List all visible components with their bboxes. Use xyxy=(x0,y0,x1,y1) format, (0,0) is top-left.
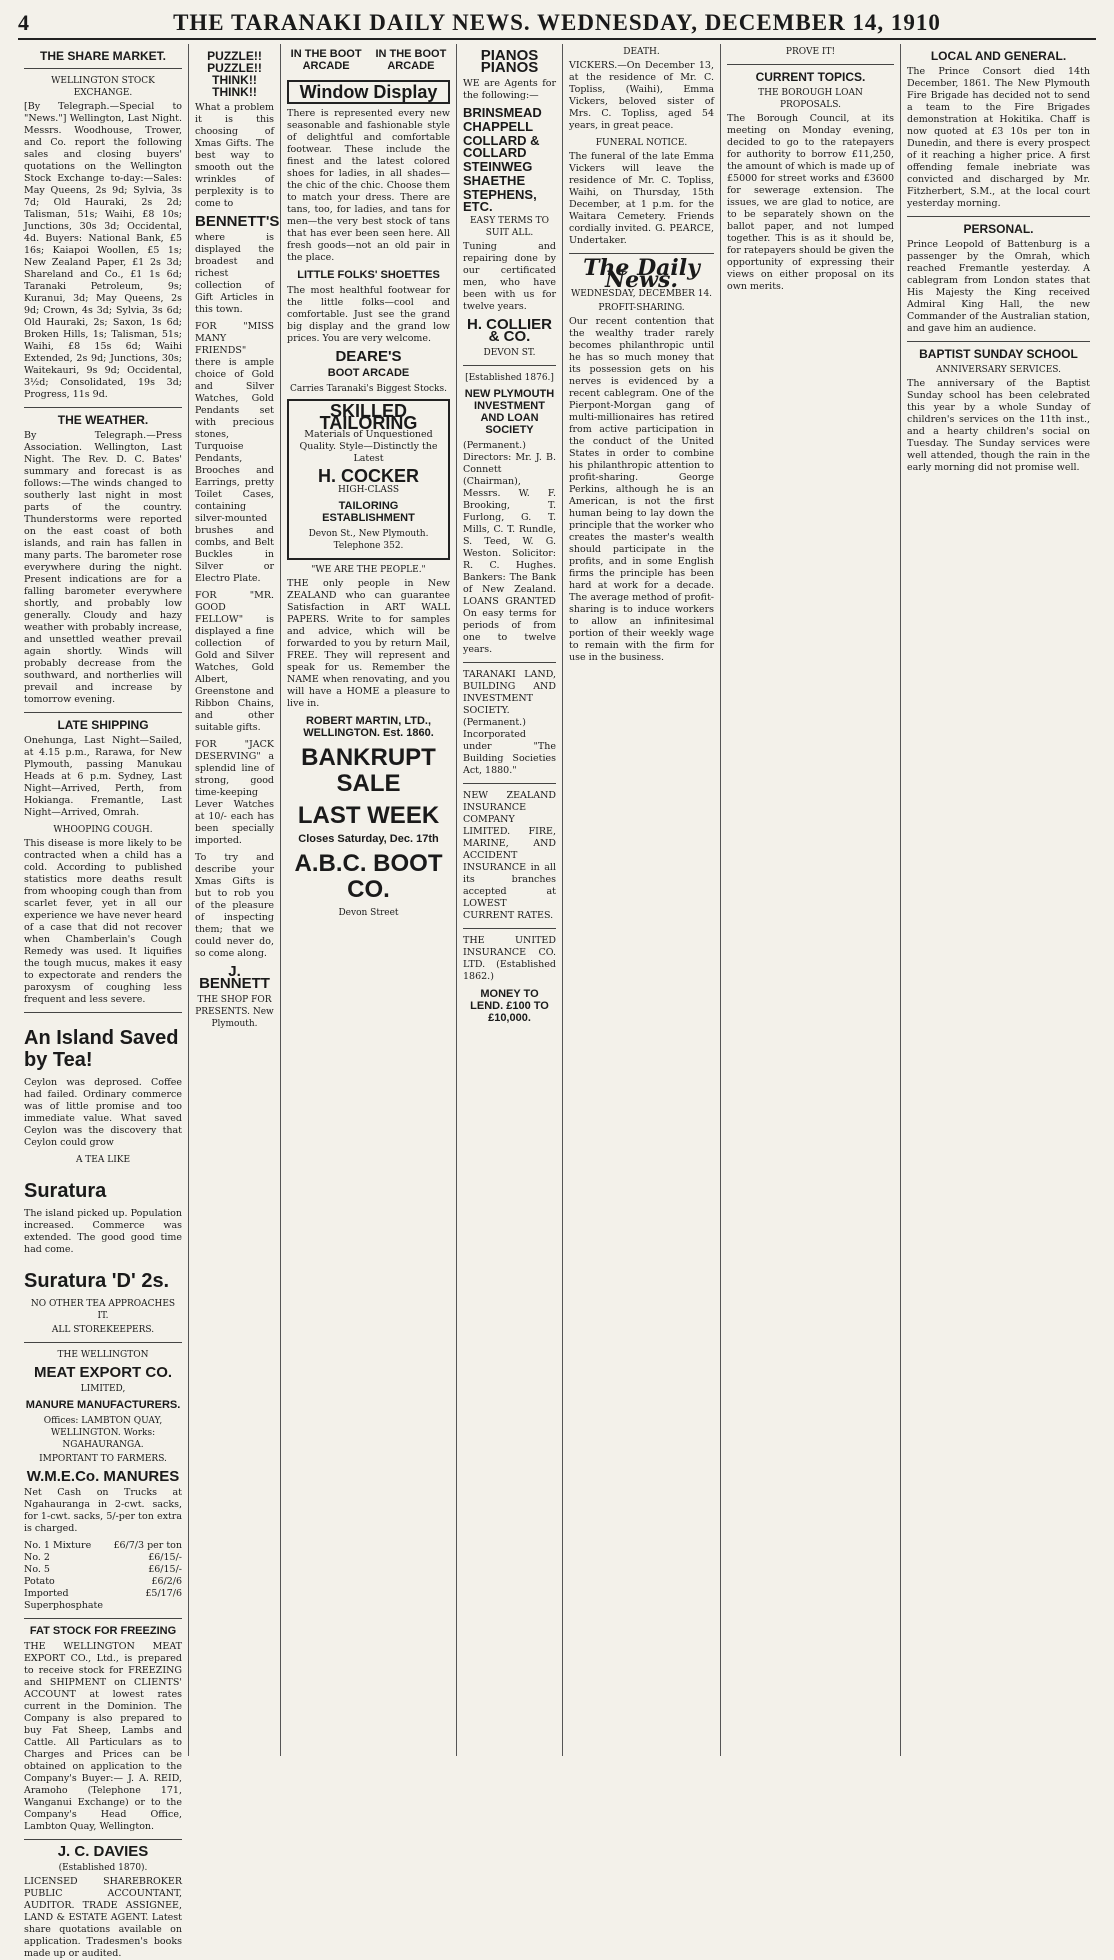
frozen-heading: FAT STOCK FOR FREEZING xyxy=(29,1625,177,1637)
stock-exchange-heading: WELLINGTON STOCK EXCHANGE. xyxy=(51,76,155,98)
shipping-heading: LATE SHIPPING xyxy=(57,718,149,732)
cocker-heading: H. COCKER xyxy=(317,466,419,486)
suratura-d-heading: Suratura 'D' 2s. xyxy=(24,1270,170,1292)
baptist-body: The anniversary of the Baptist Sunday school has been celebrated this year by a whole Sunday of children's services on the 11th inst., and a hearty children's social on Tuesday. The Sunday services were well attended, though the rain in the early morning did not promise well. xyxy=(907,378,1090,473)
column-local-general xyxy=(900,44,1096,1756)
bennetts-heading: BENNETT'S xyxy=(195,213,280,230)
taranaki-land: TARANAKI LAND, BUILDING AND INVESTMENT SOCIETY. (Permanent.) Incorporated under "The Building Societies Act, 1880." xyxy=(463,669,556,776)
all-storekeepers: ALL STOREKEEPERS. xyxy=(51,1325,155,1335)
wme-heading: W.M.E.Co. MANURES xyxy=(26,1468,180,1485)
window-display-title: Window Display xyxy=(299,82,438,102)
price-row: Potato £6/2/6 xyxy=(24,1576,182,1587)
page-number: 4 xyxy=(18,10,29,35)
price-list xyxy=(24,1540,182,1612)
profit-body: Our recent contention that the wealthy trader rarely becomes philanthropic until he has so much money that its possession gets on his nerves is evidenced by a recent cablegram. One of the Pierpont-Morgan gang of multi-millionaires has retired from active participation in the conduct of the United States in order to combine his philanthropic attention to profit-sharing. George Perkins, although he is an American, is not the first human being to lay down the principle that the worker who creates the master's wealth should participate in the profits, and in some English firms the principle has been hard at work for a decade. The average method of profit-sharing is to induce workers to allow an infinitesimal portion of their weekly wage to remain with the firm for use in the business. xyxy=(569,316,714,663)
skilled-heading: SKILLED TAILORING xyxy=(319,401,418,433)
davies-body: LICENSED SHAREBROKER PUBLIC ACCOUNTANT, AUDITOR. TRADE ASSIGNEE, LAND & ESTATE AGENT. Latest share quotations available on application. Tradesmen's books made up or audited. xyxy=(24,1876,182,1959)
meat-heading: MEAT EXPORT CO. xyxy=(33,1364,173,1381)
funeral-body: The funeral of the late Emma Vickers will leave the residence of Mr. C. Topliss, Waihi, on Thursday, 15th December, at 1 p.m. for the Waitara Cemetery. Friends cordially invited. G. PEARCE, Undertaker. xyxy=(569,151,714,246)
prove-heading: PROVE IT! xyxy=(785,47,836,57)
personal-body: Prince Leopold of Battenburg is a passenger by the Omrah, which reached Fremantle yesterday. A cablegram from London states that His Majesty the King received Admiral King Hall, the new Commander of the Australian station, and gave him an audience. xyxy=(907,239,1090,334)
puzzle-body: What a problem it is this choosing of Xmas Gifts. The best way to smooth out the wrinkles of perplexity is to come to xyxy=(195,102,274,209)
est-1876: [Established 1876.] xyxy=(465,373,554,383)
no-other-tea: NO OTHER TEA APPROACHES IT. xyxy=(30,1299,176,1321)
deares-sub: Carries Taranaki's Biggest Stocks. xyxy=(290,384,447,394)
jack-deserving: FOR "JACK DESERVING" a splendid line of strong, good time-keeping Lever Watches at 10/- each has been specially imported. xyxy=(195,739,274,846)
death-body: VICKERS.—On December 13, at the residence of Mr. C. Topliss, (Waihi), Emma Vickers, beloved sister of Mrs. C. Topliss, aged 54 years, in great peace. xyxy=(569,60,714,131)
tailoring-box xyxy=(287,399,450,560)
column-editorial xyxy=(562,44,720,1756)
cough-body: This disease is more likely to be contracted when a child has a cold. According to published statistics more deaths result from whooping cough than from scarlet fever, yet in all our experience we have never heard of a case that did not recover when Chamberlain's Cough Remedy was used. It liquifies the tough mucus, makes it easy to expectorate and renders the paroxysm of coughing less frequent and less severe. xyxy=(24,838,182,1005)
column-current-topics xyxy=(720,44,900,1756)
topics-body: The Borough Council, at its meeting on Monday evening, decided to go to the ratepayers for authority to borrow £11,250, the amount of which is made up of £5000 for street works and £3600 for sewerage extension. The issues, we are glad to notice, are to be separately shown on the ballot paper, and not lumped together. This is as it should be, for ratepayers should be given the opportunity of expressing their views on either proposal on its own merits. xyxy=(727,113,894,292)
bankrupt-heading: BANKRUPT SALE xyxy=(301,744,436,797)
price-row: Imported Superphosphate £5/17/6 xyxy=(24,1588,182,1611)
try-describe: To try and describe your Xmas Gifts is but to rob you of the pleasure of inspecting them; that we could never do, so come along. xyxy=(195,852,274,959)
boot-header-right: IN THE BOOT ARCADE xyxy=(375,48,447,72)
piano-brand: COLLARD & COLLARD xyxy=(463,133,540,160)
davies-heading: J. C. DAVIES xyxy=(57,1843,149,1860)
frozen-body: THE WELLINGTON MEAT EXPORT CO., Ltd., is prepared to receive stock for FREEZING and SHIPMENT on CLIENTS' ACCOUNT at lowest rates current in the Dominion. The Company is also prepared to buy Fat Sheep, Lambs and Cattle. All Particulars as to Charges and Prices can be obtained on application to the Company's Buyer:— J. A. REID, Aramoho (Telephone 171, Wanganui Exchange) or to the Company's Head Office, Lambton Quay, Wellington. xyxy=(24,1641,182,1832)
editorial-date: WEDNESDAY, DECEMBER 14. xyxy=(570,289,713,299)
piano-brand: STEPHENS, ETC. xyxy=(463,187,537,214)
bennetts-body: where is displayed the broadest and richest collection of Gift Articles in this town. xyxy=(195,232,274,315)
profit-heading: PROFIT-SHARING. xyxy=(598,303,685,313)
meat-pre: THE WELLINGTON xyxy=(57,1350,149,1360)
topics-heading: CURRENT TOPICS. xyxy=(755,70,866,84)
newspaper-title: THE TARANAKI DAILY NEWS. WEDNESDAY, DECEMBER 14, 1910 xyxy=(173,10,941,35)
money-to-lend: MONEY TO LEND. £100 TO £10,000. xyxy=(470,988,549,1024)
piano-brand: STEINWEG xyxy=(463,159,533,174)
puzzle-heading: PUZZLE!! PUZZLE!! THINK!! THINK!! xyxy=(207,49,262,99)
davies-est: (Established 1870). xyxy=(58,1863,148,1873)
manure-heading: MANURE MANUFACTURERS. xyxy=(25,1399,181,1411)
last-week-heading: LAST WEEK xyxy=(297,802,440,829)
personal-heading: PERSONAL. xyxy=(963,222,1034,236)
anniversary-heading: ANNIVERSARY SERVICES. xyxy=(935,365,1062,375)
shoettes-body: The most healthful footwear for the little folks—cool and comfortable. Just see the grand big display and the grand low prices. You are very welcome. xyxy=(287,285,450,344)
cocker-addr: Devon St., New Plymouth. Telephone 352. xyxy=(308,529,429,551)
shoettes-heading: LITTLE FOLKS' SHOETTES xyxy=(297,269,440,281)
united-insurance: THE UNITED INSURANCE CO. LTD. (Established 1862.) xyxy=(463,935,556,982)
loan-proposals-heading: THE BOROUGH LOAN PROPOSALS. xyxy=(758,88,863,110)
robert-martin: ROBERT MARTIN, LTD., WELLINGTON. Est. 1860. xyxy=(303,715,434,739)
price-row: No. 1 Mixture £6/7/3 per ton xyxy=(24,1540,182,1551)
boot-header-left: IN THE BOOT ARCADE xyxy=(290,48,362,72)
we-are-body: THE only people in New ZEALAND who can guarantee Satisfaction in ART WALL PAPERS. Write to for samples and advice, which will be forwarded to you by return Mail, FREE. They will represent and speak for us. Remember the NAME when renovating, and you will have a HOME a pleasure to live in. xyxy=(287,578,450,709)
price-row: No. 2 £6/15/- xyxy=(24,1552,182,1563)
column-boot-arcade xyxy=(280,44,456,1756)
j-bennett-heading: J. BENNETT xyxy=(199,963,270,992)
suratura-heading: Suratura xyxy=(24,1180,107,1202)
nz-insurance: NEW ZEALAND INSURANCE COMPANY LIMITED. FIRE, MARINE, AND ACCIDENT INSURANCE in all its branches accepted at LOWEST CURRENT RATES. xyxy=(463,790,556,921)
tea-heading: An Island Saved by Tea! xyxy=(24,1027,179,1071)
local-heading: LOCAL AND GENERAL. xyxy=(930,49,1067,63)
j-bennett-sub: THE SHOP FOR PRESENTS. New Plymouth. xyxy=(195,995,274,1029)
farmers-heading: IMPORTANT TO FARMERS. xyxy=(39,1454,167,1464)
agents-line: WE are Agents for the following:— xyxy=(463,78,556,101)
cocker-est: TAILORING ESTABLISHMENT xyxy=(322,500,415,524)
pianos-heading: PIANOS PIANOS xyxy=(480,47,539,76)
abc-heading: A.B.C. BOOT CO. xyxy=(294,850,443,903)
we-are-heading: "WE ARE THE PEOPLE." xyxy=(311,565,426,575)
funeral-heading: FUNERAL NOTICE. xyxy=(595,138,688,148)
piano-brand: CHAPPELL xyxy=(463,119,534,134)
abc-sub: Devon Street xyxy=(338,908,399,918)
column-bennett xyxy=(188,44,280,1756)
tea-body: Ceylon was deprosed. Coffee had failed. Ordinary commerce was of little promise and too immediate value. What saved Ceylon was the discovery that Ceylon could grow xyxy=(24,1077,182,1148)
tea-like: A TEA LIKE xyxy=(75,1155,131,1165)
shipping-body: Onehunga, Last Night—Sailed, at 4.15 p.m., Rarawa, for New Plymouth, passing Manukau Heads at 6 p.m. Sydney, Last Night—Arrived, Perth, from Hokianga. Fremantle, Last Night—Arrived, Omrah. xyxy=(24,735,182,818)
meat-limited: LIMITED, xyxy=(80,1384,126,1394)
piano-brand: SHAETHE xyxy=(463,173,526,188)
cocker-sub: HIGH-CLASS xyxy=(337,485,400,495)
masthead xyxy=(18,8,1096,40)
share-heading: THE SHARE MARKET. xyxy=(39,49,166,63)
boot-header xyxy=(287,44,450,76)
good-fellow: FOR "MR. GOOD FELLOW" is displayed a fine collection of Gold and Silver Watches, Gold Albert, Greenstone and Ribbon Chains, and other suitable gifts. xyxy=(195,590,274,733)
death-heading: DEATH. xyxy=(623,47,660,57)
many-friends: FOR "MISS MANY FRIENDS" there is ample choice of Gold and Silver Watches, Gold Pendants set with precious stones, Turquoise Pendants, Brooches and Earrings, pretty Toilet Cases, containing silver-mounted brushes and combs, and Belt Buckles in Silver or Electro Plate. xyxy=(195,321,274,584)
collier-heading: H. COLLIER & CO. xyxy=(467,316,552,345)
column-share-market xyxy=(18,44,188,1959)
wme-body: Net Cash on Trucks at Ngahauranga in 2-cwt. sacks, for 1-cwt. sacks, 5/-per ton extra is charged. xyxy=(24,1487,182,1534)
local-body: The Prince Consort died 14th December, 1861. The New Plymouth Fire Brigade has decided not to send a team to the Fire Brigades demonstration at Hokitika. Chaff is now quoted at £3 10s per ton in Dunedin, and there is every prospect of it reaching a higher price. A first offending female inebriate was convicted and discharged by Mr. Fitzherbert, S.M., at the local court yesterday morning. xyxy=(907,66,1090,209)
piano-brand: BRINSMEAD xyxy=(463,105,542,120)
loan-body: (Permanent.) Directors: Mr. J. B. Connett (Chairman), Messrs. W. F. Brooking, T. Furlong, G. T. Mills, C. T. Rundle, S. Teed, W. G. Weston. Solicitor: R. C. Hughes. Bankers: The Bank of New Zealand. LOANS GRANTED On easy terms for periods of from one to twelve years. xyxy=(463,440,556,655)
cough-heading: WHOOPING COUGH. xyxy=(53,825,153,835)
window-body: There is represented every new seasonable and fashionable style of delightful and comfortable footwear. These include the finest and the latest colored shoes for ladies, in all shades—the chic of the chic. Choose them to match your dress. There are tans, too, for ladies, and tans for men—the very best stock of tans that has ever been seen here. All fresh goods—not an old pair in the place. xyxy=(287,108,450,263)
window-display-box xyxy=(287,80,450,104)
deares-heading: DEARE'S xyxy=(335,348,402,365)
baptist-heading: BAPTIST SUNDAY SCHOOL xyxy=(919,347,1078,361)
collier-sub: DEVON ST. xyxy=(483,348,536,358)
suratura-body: The island picked up. Population increased. Commerce was extended. The good good time had come. xyxy=(24,1208,182,1255)
column-pianos xyxy=(456,44,562,1756)
closes-line: Closes Saturday, Dec. 17th xyxy=(298,833,439,845)
weather-heading: THE WEATHER. xyxy=(57,413,149,427)
skilled-body: Materials of Unquestioned Quality. Style—Distinctly the Latest xyxy=(299,429,438,464)
share-body: [By Telegraph.—Special to "News."] Wellington, Last Night. Messrs. Woodhouse, Trower, and Co. report the following sales and closing buyers' quotations on the Wellington Stock Exchange to-day:—Sales: May Queens, 2s 9d; Sylvia, 3s 7d; Old Hauraki, 2s 2d; Talisman, 51s; Waihi, £8 10s; Junctions, 30s 3d; Occidental, 4d. Buyers: National Bank, £5 16s; Kaiapoi Woollen, £5 1s; New Zealand Paper, £1 2s 3d; Shareland and Co., £1 1s 6d; Taranaki Petroleum, 9s; Kuranui, 3d; May Queens, 2s 9d; Crown, 4s 3d; Sylvia, 3s 6d; Old Hauraki, 2s; Saxon, 1s 6d; Broken Hills, 1s; Talisman, 51s; Waihi, £8 15s 6d; Waihi Extended, 2s 9d; Junctions, 30s; Waitekauri, 9s 9d; Occidental, 3½d; Consolidated, 19s 3d; Progress, 11s 9d. xyxy=(24,101,182,400)
meat-offices: Offices: LAMBTON QUAY, WELLINGTON. Works: NGAHAURANGA. xyxy=(43,1416,163,1450)
paper-name: The Daily News. xyxy=(583,255,700,293)
easy-terms: EASY TERMS TO SUIT ALL. xyxy=(469,216,549,238)
loan-heading: NEW PLYMOUTH INVESTMENT AND LOAN SOCIETY xyxy=(464,388,555,436)
tuning-body: Tuning and repairing done by our certificated men, who have been with us for twelve years. xyxy=(463,241,556,312)
deares-arcade: BOOT ARCADE xyxy=(327,367,410,379)
price-row: No. 5 £6/15/- xyxy=(24,1564,182,1575)
weather-body: By Telegraph.—Press Association. Wellington, Last Night. The Rev. D. C. Bates' summary and forecast is as follows:—The winds changed to southerly last night in most parts of the country. Thunderstorms were reported on the east coast of both islands, and rain has fallen in many parts. The barometer rose everywhere during the night. Present indications are for a falling barometer everywhere shortly, and probably low generally. Cloudy and hazy weather with probably increase, and unsettled weather prevail again shortly. Winds will probably decrease from the southward, and northerlies will prevail and increase by tomorrow evening. xyxy=(24,430,182,705)
